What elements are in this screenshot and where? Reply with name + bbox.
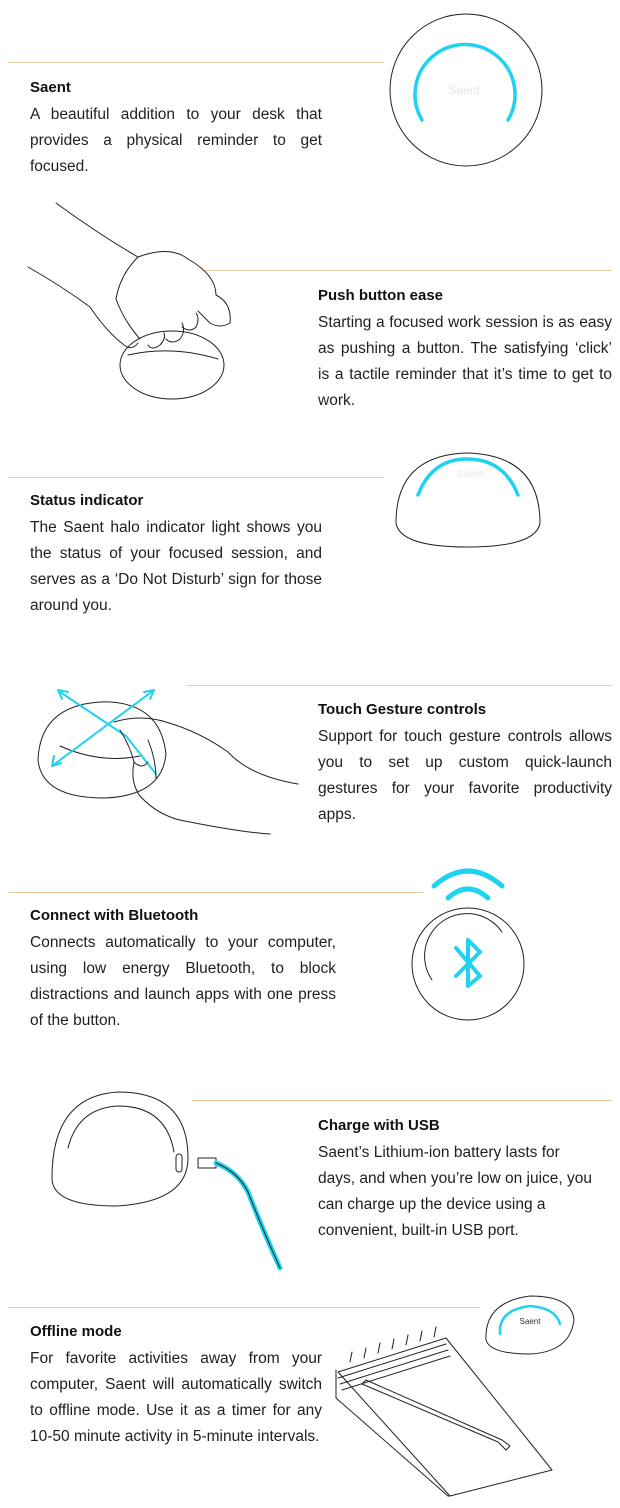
divider-3	[8, 477, 384, 478]
feature-body: Saent’s Lithium-ion battery lasts for days, and when you’re low on juice, you can charge up the device using a convenient, built-in USB port.	[318, 1144, 592, 1239]
divider-5	[8, 892, 424, 893]
feature-body: For favorite activities away from your computer, Saent will automatically switch to offline mode. Use it as a timer for any 10-50 minute activity in 5-minute intervals.	[30, 1350, 322, 1445]
saent-device-icon	[388, 10, 548, 170]
notebook-pen-icon	[330, 1290, 580, 1500]
feature-status	[30, 491, 322, 619]
feature-body: Connects automatically to your computer, using low energy Bluetooth, to block distractions and launch apps with one press of the button.	[30, 934, 336, 1029]
feature-usb	[318, 1116, 598, 1244]
feature-offline	[30, 1322, 322, 1450]
feature-touch-gesture	[318, 700, 612, 828]
feature-bluetooth	[30, 906, 336, 1034]
bluetooth-icon	[404, 860, 544, 1010]
feature-body: A beautiful addition to your desk that provides a physical reminder to get focused.	[30, 106, 322, 175]
feature-title: Offline mode	[30, 1323, 122, 1340]
divider-1	[8, 62, 384, 63]
usb-cable-icon	[48, 1088, 288, 1278]
feature-body: Support for touch gesture controls allows you to set up custom quick-launch gestures for your favorite productivity apps.	[318, 728, 612, 823]
feature-body: Starting a focused work session is as easy as pushing a button. The satisfying ‘click’ is a tactile reminder that it’s time to get to work.	[318, 314, 612, 409]
feature-title: Connect with Bluetooth	[30, 907, 199, 924]
feature-title: Status indicator	[30, 492, 144, 509]
touch-gesture-icon	[30, 686, 300, 836]
feature-title: Charge with USB	[318, 1117, 440, 1134]
feature-push-button	[318, 286, 612, 414]
feature-title: Push button ease	[318, 287, 444, 304]
device-label: Saent	[519, 1317, 541, 1326]
feature-saent	[30, 78, 322, 180]
feature-title: Saent	[30, 79, 71, 96]
hand-pressing-icon	[20, 195, 280, 415]
feature-title: Touch Gesture controls	[318, 701, 487, 718]
device-label: Saent	[456, 469, 484, 480]
feature-body: The Saent halo indicator light shows you the status of your focused session, and serves as a ‘Do Not Disturb’ sign for those around you.	[30, 519, 322, 614]
halo-device-icon	[392, 445, 542, 555]
device-label: Saent	[448, 83, 480, 97]
